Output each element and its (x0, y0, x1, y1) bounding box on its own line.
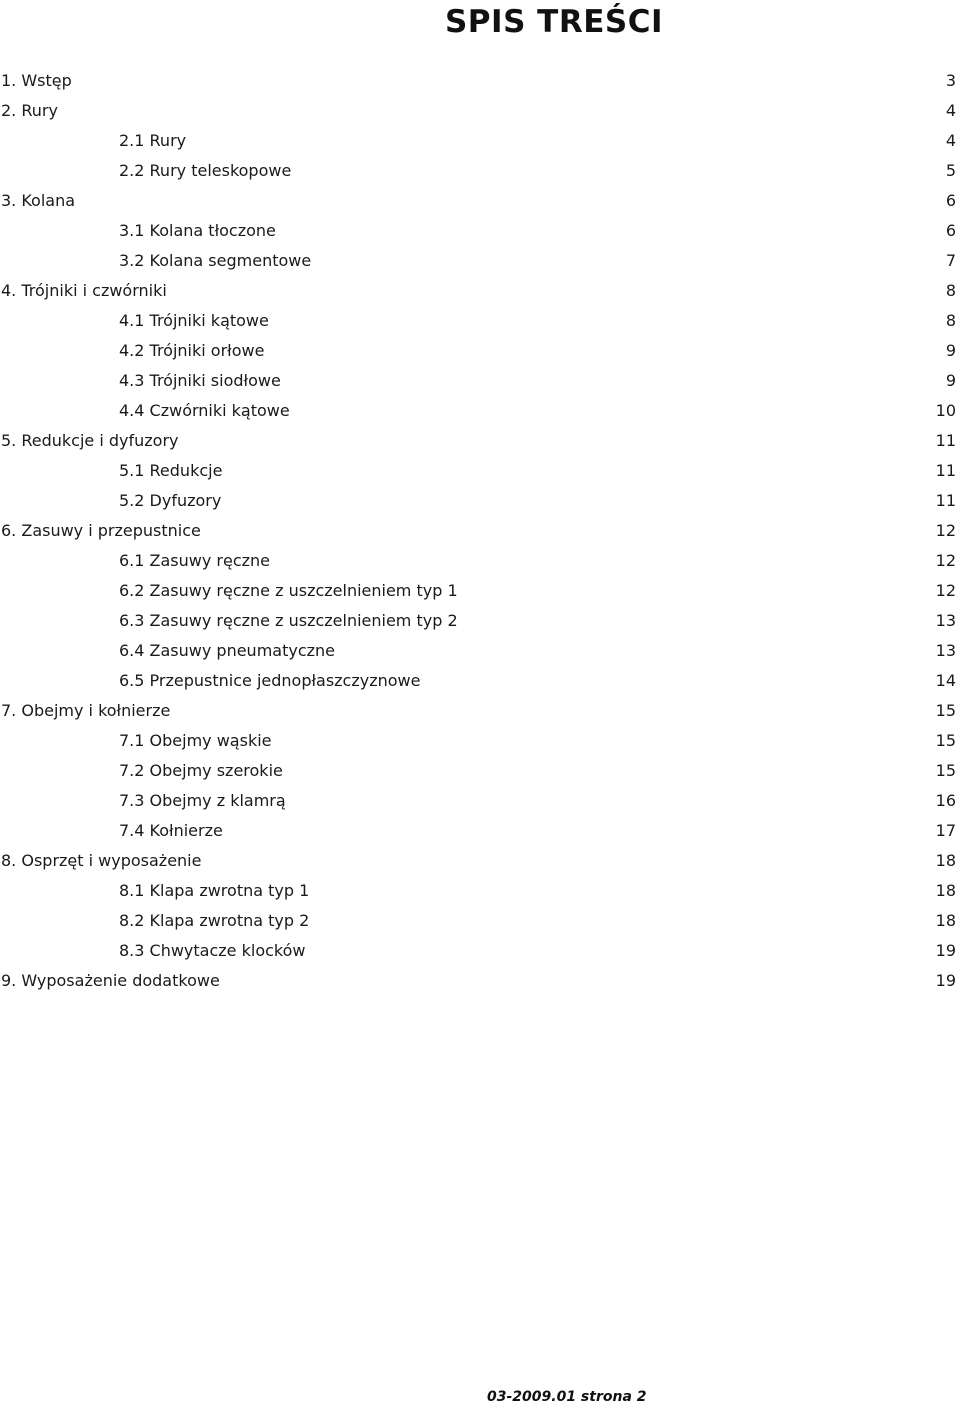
toc-subsection (0, 216, 960, 246)
toc-subsection (0, 876, 960, 906)
toc-entry-label: 3.1 Kolana tłoczone (119, 221, 276, 240)
toc-entry-page-number: 12 (935, 521, 956, 540)
toc-entry-page-number: 7 (945, 251, 956, 270)
toc-entry-label: 4.1 Trójniki kątowe (119, 311, 269, 330)
toc-subsection (0, 666, 960, 696)
toc-entry-label: 6.3 Zasuwy ręczne z uszczelnieniem typ 2 (119, 611, 458, 630)
toc-entry-page-number: 9 (945, 341, 956, 360)
toc-entry-page-number: 11 (935, 491, 956, 510)
toc-entry-label: 4. Trójniki i czwórniki (1, 281, 167, 300)
toc-subsection (0, 546, 960, 576)
toc-subsection (0, 816, 960, 846)
toc-section (0, 846, 960, 876)
toc-entry-page-number: 5 (945, 161, 956, 180)
toc-entry-label: 5. Redukcje i dyfuzory (1, 431, 179, 450)
toc-entry-page-number: 19 (935, 971, 956, 990)
toc-entry-page-number: 12 (935, 581, 956, 600)
toc-subsection (0, 456, 960, 486)
toc-entry-label: 6.2 Zasuwy ręczne z uszczelnieniem typ 1 (119, 581, 458, 600)
toc-entry-page-number: 18 (935, 911, 956, 930)
toc-entry-label: 2.1 Rury (119, 131, 187, 150)
toc-entry-page-number: 4 (945, 131, 956, 150)
toc-subsection (0, 336, 960, 366)
toc-entry-page-number: 14 (935, 671, 956, 690)
toc-subsection (0, 396, 960, 426)
toc-entry-page-number: 18 (935, 851, 956, 870)
toc-entry-page-number: 8 (945, 281, 956, 300)
toc-entry-label: 4.2 Trójniki orłowe (119, 341, 265, 360)
toc-subsection (0, 246, 960, 276)
toc-entry-label: 3. Kolana (1, 191, 76, 210)
toc-section (0, 426, 960, 456)
toc-subsection (0, 786, 960, 816)
toc-entry-label: 2.2 Rury teleskopowe (119, 161, 292, 180)
toc-entry-page-number: 8 (945, 311, 956, 330)
toc-entry-page-number: 13 (935, 611, 956, 630)
toc-subsection (0, 606, 960, 636)
toc-section (0, 516, 960, 546)
toc-entry-label: 7. Obejmy i kołnierze (1, 701, 171, 720)
page-footer: 03-2009.01 strona 2 (487, 1389, 647, 1405)
toc-subsection (0, 726, 960, 756)
toc-section (0, 186, 960, 216)
toc-entry-page-number: 13 (935, 641, 956, 660)
toc-section (0, 96, 960, 126)
toc-subsection (0, 126, 960, 156)
toc-entry-label: 8. Osprzęt i wyposażenie (1, 851, 202, 870)
toc-entry-label: 7.3 Obejmy z klamrą (119, 791, 286, 810)
toc-subsection (0, 636, 960, 666)
toc-entry-page-number: 15 (935, 701, 956, 720)
toc-entry-page-number: 11 (935, 461, 956, 480)
toc-entry-label: 6.5 Przepustnice jednopłaszczyznowe (119, 671, 421, 690)
toc-entry-label: 4.4 Czwórniki kątowe (119, 401, 290, 420)
toc-entry-page-number: 3 (945, 71, 956, 90)
toc-section (0, 66, 960, 96)
toc-entry-page-number: 17 (935, 821, 956, 840)
toc-entry-label: 2. Rury (1, 101, 58, 120)
toc-entry-label: 5.1 Redukcje (119, 461, 223, 480)
toc-subsection (0, 366, 960, 396)
toc-entry-page-number: 10 (935, 401, 956, 420)
toc-entry-label: 6.1 Zasuwy ręczne (119, 551, 271, 570)
toc-entry-page-number: 11 (935, 431, 956, 450)
toc-entry-page-number: 12 (935, 551, 956, 570)
toc-entry-page-number: 16 (935, 791, 956, 810)
toc-subsection (0, 906, 960, 936)
toc-subsection (0, 576, 960, 606)
toc-entry-page-number: 15 (935, 731, 956, 750)
toc-entry-label: 6.4 Zasuwy pneumatyczne (119, 641, 336, 660)
toc-entry-page-number: 9 (945, 371, 956, 390)
toc-entry-label: 8.2 Klapa zwrotna typ 2 (119, 911, 310, 930)
toc-entry-page-number: 6 (945, 221, 956, 240)
table-of-contents (0, 66, 960, 996)
toc-entry-label: 8.1 Klapa zwrotna typ 1 (119, 881, 310, 900)
toc-entry-label: 7.2 Obejmy szerokie (119, 761, 283, 780)
toc-subsection (0, 306, 960, 336)
toc-entry-page-number: 6 (945, 191, 956, 210)
toc-entry-page-number: 19 (935, 941, 956, 960)
toc-section (0, 276, 960, 306)
toc-entry-label: 8.3 Chwytacze klocków (119, 941, 306, 960)
toc-entry-label: 6. Zasuwy i przepustnice (1, 521, 201, 540)
page-title: SPIS TREŚCI (444, 4, 663, 40)
toc-entry-label: 1. Wstęp (1, 71, 72, 90)
toc-subsection (0, 936, 960, 966)
toc-entry-label: 4.3 Trójniki siodłowe (119, 371, 281, 390)
toc-entry-label: 9. Wyposażenie dodatkowe (1, 971, 220, 990)
toc-section (0, 966, 960, 996)
toc-section (0, 696, 960, 726)
toc-subsection (0, 486, 960, 516)
toc-entry-page-number: 4 (945, 101, 956, 120)
toc-entry-label: 7.4 Kołnierze (119, 821, 223, 840)
toc-entry-label: 5.2 Dyfuzory (119, 491, 222, 510)
toc-entry-label: 7.1 Obejmy wąskie (119, 731, 272, 750)
toc-entry-label: 3.2 Kolana segmentowe (119, 251, 312, 270)
toc-entry-page-number: 15 (935, 761, 956, 780)
toc-entry-page-number: 18 (935, 881, 956, 900)
toc-subsection (0, 756, 960, 786)
toc-subsection (0, 156, 960, 186)
